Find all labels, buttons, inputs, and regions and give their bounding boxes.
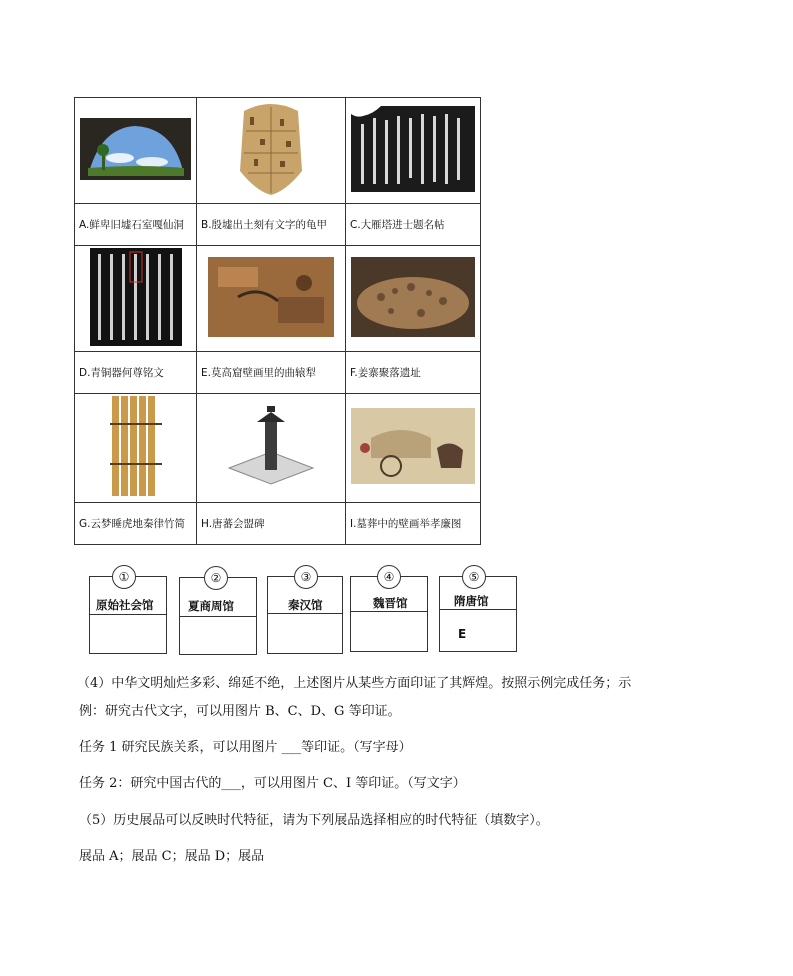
hall-name: 原始社会馆 [96,598,154,612]
caption-g: G.云梦睡虎地秦律竹简 [75,503,197,545]
task-2-text: 任务 2：研究中国古代的___，可以用图片 C、I 等印证。（写文字） [79,776,466,791]
caption-i: I.墓葬中的壁画举孝廉图 [346,503,481,545]
bronze-inscription-photo [90,248,182,346]
hall-box-3 [267,570,343,654]
caption-a: A.鲜卑旧墟石室嘎仙洞 [75,204,197,246]
jiangzhai-site-photo [351,257,475,337]
hall-divider [268,613,342,614]
image-cell-c [346,98,481,204]
tomb-mural-photo [351,408,475,484]
image-cell-f [346,246,481,352]
hall-divider [180,616,256,617]
mural-plough-photo [208,257,334,337]
image-cell-a [75,98,197,204]
hall-number: ⑤ [462,565,486,589]
image-cell-b [197,98,346,204]
exhibits-line: 展品 A；展品 C；展品 D；展品 [79,849,265,864]
question-4-line-1: （4）中华文明灿烂多彩、绵延不绝，上述图片从某些方面印证了其辉煌。按照示例完成任务；示 [77,676,632,691]
bamboo-slips-photo [110,394,162,498]
hall-divider [440,609,516,610]
caption-e: E.莫高窟壁画里的曲辕犁 [197,352,346,394]
image-cell-h [197,394,346,503]
hall-name: 隋唐馆 [454,594,489,608]
hall-name: 魏晋馆 [373,596,408,610]
hall-box-1 [89,570,167,654]
image-cell-g [75,394,197,503]
image-cell-e [197,246,346,352]
hall-number: ② [204,566,228,590]
hall-name: 夏商周馆 [188,599,234,613]
cave-photo [80,118,191,180]
caption-f: F.姜寨聚落遗址 [346,352,481,394]
caption-d: D.青铜器何尊铭文 [75,352,197,394]
question-4-line-2: 例：研究古代文字，可以用图片 B、C、D、G 等印证。 [79,704,401,719]
caption-h: H.唐蕃会盟碑 [197,503,346,545]
caption-c: C.大雁塔进士题名帖 [346,204,481,246]
hall-number: ④ [377,565,401,589]
task-1-text: 任务 1 研究民族关系，可以用图片 ___等印证。（写字母） [79,740,412,755]
hall-divider [90,614,166,615]
stele-rubbing-photo [351,106,475,192]
hall-number: ① [112,565,136,589]
hall-name: 秦汉馆 [288,598,323,612]
image-cell-d [75,246,197,352]
hall-box-4 [350,570,428,652]
caption-b: B.殷墟出土刻有文字的龟甲 [197,204,346,246]
image-cell-i [346,394,481,503]
stele-monument-photo [225,400,317,492]
hall-box-5 [439,570,517,652]
hall-box-2 [179,571,257,655]
hall-divider [351,611,427,612]
hall-content: E [458,627,467,641]
exhibit-image-table [74,97,481,545]
oracle-bone-photo [236,101,306,197]
hall-number: ③ [294,565,318,589]
question-5-text: （5）历史展品可以反映时代特征，请为下列展品选择相应的时代特征（填数字）。 [79,813,549,828]
